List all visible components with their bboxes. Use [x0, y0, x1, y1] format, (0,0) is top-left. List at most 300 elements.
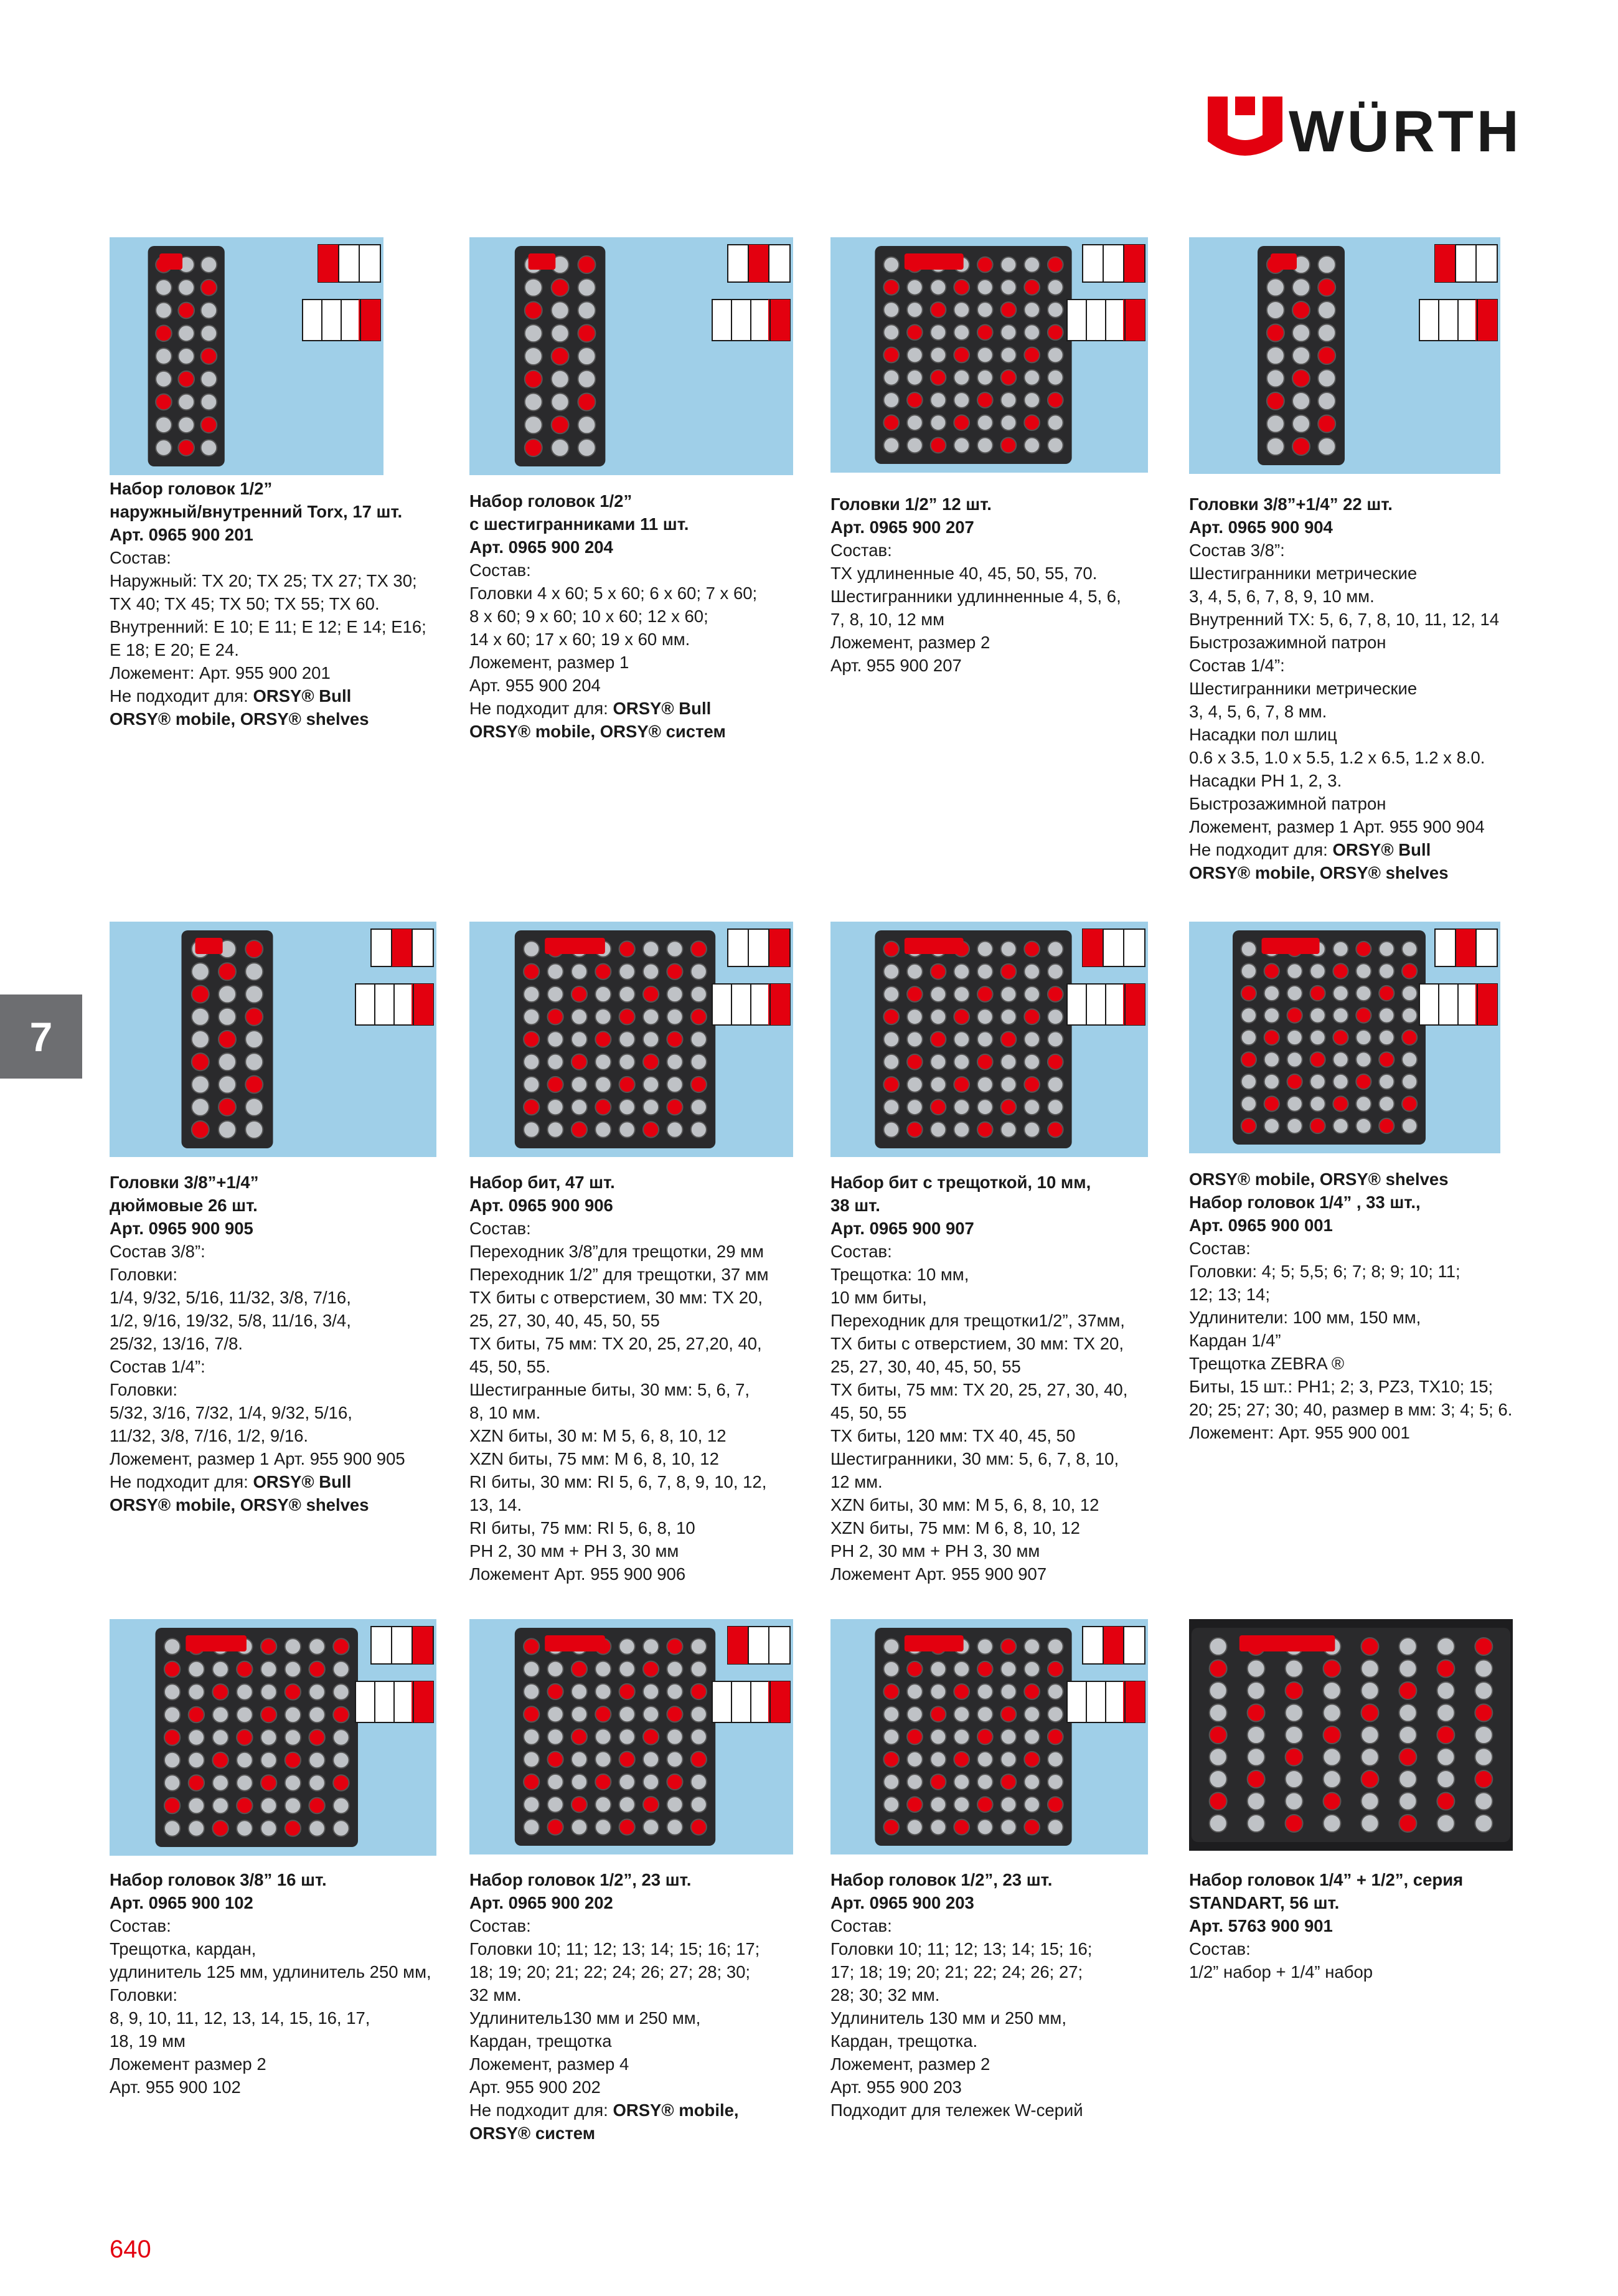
- socket: [907, 302, 923, 318]
- spec-text: Внутренний TX: 5, 6, 7, 8, 10, 11, 12, 14: [1189, 610, 1500, 629]
- socket: [219, 1076, 236, 1094]
- socket: [907, 1009, 923, 1024]
- socket: [552, 416, 569, 433]
- socket: [571, 1684, 587, 1699]
- socket: [1001, 1661, 1017, 1677]
- socket: [1286, 1726, 1303, 1744]
- socket: [552, 439, 569, 456]
- socket: [1437, 1770, 1454, 1788]
- socket: [595, 986, 611, 1002]
- socket: [643, 1054, 659, 1070]
- socket: [1361, 1704, 1378, 1722]
- socket: [178, 394, 194, 410]
- socket: [245, 1098, 263, 1116]
- socket: [1356, 986, 1371, 1001]
- socket: [552, 347, 569, 365]
- spec-text: Быстрозажимной патрон: [1189, 794, 1386, 813]
- socket: [595, 1122, 611, 1137]
- socket: [1292, 347, 1310, 364]
- spec-line: [469, 2053, 818, 2076]
- socket: [1024, 392, 1040, 408]
- socket: [907, 370, 923, 385]
- socket: [1437, 1638, 1454, 1655]
- socket: [977, 1752, 993, 1767]
- socket: [571, 964, 587, 980]
- spec-text: Шестигранники, 30 мм: 5, 6, 7, 8, 10,: [830, 1449, 1119, 1468]
- spec-text: 8, 9, 10, 11, 12, 13, 14, 15, 16, 17,: [110, 2008, 370, 2028]
- socket: [1379, 1118, 1394, 1133]
- socket: [1001, 1639, 1017, 1655]
- socket: [931, 1661, 946, 1677]
- socket: [1379, 1052, 1394, 1067]
- socket: [1333, 942, 1348, 957]
- socket: [1001, 324, 1017, 340]
- spec-line: [469, 628, 818, 651]
- product-title: дюймовые 26 шт.: [110, 1196, 258, 1215]
- socket: [977, 280, 993, 295]
- spec-text: 3, 4, 5, 6, 7, 8 мм.: [1189, 702, 1327, 721]
- socket: [977, 986, 993, 1002]
- spec-line: [1189, 769, 1538, 792]
- socket: [1210, 1749, 1227, 1766]
- socket: [524, 1706, 539, 1722]
- socket: [189, 1661, 204, 1677]
- socket: [309, 1661, 324, 1677]
- socket: [883, 1122, 899, 1138]
- socket: [1024, 1639, 1040, 1655]
- socket: [1024, 415, 1040, 430]
- socket: [1210, 1793, 1227, 1810]
- product-photo: [1189, 237, 1500, 474]
- spec-line: [830, 1470, 1179, 1493]
- spec-line: [830, 2099, 1179, 2122]
- socket: [1001, 1099, 1017, 1115]
- socket: [212, 1820, 228, 1836]
- socket: [907, 1122, 923, 1138]
- socket: [931, 280, 946, 295]
- product-title: Набор головок 1/2”, 23 шт.: [469, 1870, 692, 1889]
- spec-text: Состав:: [469, 560, 531, 580]
- tool-tray-image: [110, 237, 383, 475]
- socket: [883, 942, 899, 957]
- socket: [595, 1031, 611, 1047]
- spec-line: [830, 1914, 1179, 1937]
- socket: [578, 324, 595, 342]
- socket: [1437, 1704, 1454, 1722]
- socket: [883, 257, 899, 273]
- socket: [1210, 1815, 1227, 1832]
- spec-line: [1189, 608, 1538, 631]
- socket: [1324, 1770, 1341, 1788]
- spec-line: [110, 638, 458, 661]
- socket: [1267, 370, 1284, 387]
- socket: [1241, 963, 1256, 978]
- spec-text: Ложемент, размер 4: [469, 2054, 629, 2074]
- product-photo: [830, 922, 1148, 1157]
- socket: [954, 1797, 969, 1812]
- socket: [1286, 1793, 1303, 1810]
- spec-text: 18; 19; 20; 21; 22; 24; 26; 27; 28; 30;: [469, 1962, 751, 1982]
- socket: [907, 392, 923, 408]
- spec-text: Трещотка: 10 мм,: [830, 1265, 969, 1284]
- socket: [1264, 1074, 1279, 1089]
- socket: [931, 1820, 946, 1835]
- spec-text: XZN биты, 30 м: M 5, 6, 8, 10, 12: [469, 1426, 727, 1445]
- drawer-size-icon: [1083, 245, 1145, 282]
- socket: [178, 325, 194, 341]
- product-title: Головки 3/8”+1/4”: [110, 1173, 259, 1192]
- socket: [1318, 347, 1335, 364]
- spec-text: 1/2, 9/16, 19/32, 5/8, 11/16, 3/4,: [110, 1311, 351, 1330]
- socket: [1318, 415, 1335, 433]
- socket: [931, 415, 946, 430]
- socket: [333, 1707, 349, 1722]
- socket: [1379, 1008, 1394, 1023]
- socket: [1048, 370, 1063, 385]
- spec-line: [469, 674, 818, 697]
- spec-text: 11/32, 3/8, 7/16, 1/2, 9/16.: [110, 1426, 309, 1445]
- socket: [954, 1661, 969, 1677]
- socket: [261, 1638, 276, 1654]
- socket: [201, 280, 217, 296]
- socket: [1402, 1030, 1417, 1045]
- spec-text: E 18; E 20; E 24.: [110, 640, 239, 659]
- socket: [1402, 986, 1417, 1001]
- socket: [954, 1032, 969, 1047]
- product-title: 38 шт.: [830, 1196, 880, 1215]
- socket: [619, 1054, 635, 1070]
- drawer-size-icon: [371, 1627, 433, 1664]
- spec-text: Состав:: [1189, 1239, 1251, 1258]
- socket: [667, 1031, 682, 1047]
- socket: [907, 1706, 923, 1722]
- spec-text: Состав:: [830, 1242, 892, 1261]
- socket: [156, 440, 172, 456]
- socket: [1361, 1793, 1378, 1810]
- socket: [1402, 942, 1417, 957]
- socket: [245, 1031, 263, 1048]
- socket: [1286, 1660, 1303, 1678]
- socket: [1024, 1752, 1040, 1767]
- socket: [1001, 1077, 1017, 1092]
- spec-line: [1189, 700, 1538, 723]
- socket: [524, 1122, 539, 1137]
- socket: [524, 1054, 539, 1070]
- socket: [954, 392, 969, 408]
- spec-text: Ложемент, размер 1 Арт. 955 900 905: [110, 1449, 405, 1468]
- socket: [1333, 986, 1348, 1001]
- socket: [578, 371, 595, 388]
- product-description: [469, 1171, 818, 1585]
- spec-line: [469, 1401, 818, 1424]
- socket: [1001, 942, 1017, 957]
- socket: [1001, 1752, 1017, 1767]
- socket: [552, 371, 569, 388]
- socket: [1024, 370, 1040, 385]
- spec-line: [830, 2006, 1179, 2029]
- socket: [571, 1774, 587, 1790]
- socket: [1001, 1032, 1017, 1047]
- socket: [261, 1707, 276, 1722]
- spec-line: [830, 1424, 1179, 1447]
- socket: [883, 986, 899, 1002]
- socket: [1024, 280, 1040, 295]
- spec-text: Арт. 955 900 204: [469, 676, 601, 695]
- spec-line: [830, 654, 1179, 677]
- socket: [1324, 1749, 1341, 1766]
- spec-line: [469, 1562, 818, 1585]
- spec-text: Состав:: [830, 1916, 892, 1935]
- spec-text: Состав 3/8”:: [110, 1242, 205, 1261]
- spec-line: [110, 1960, 458, 1983]
- socket: [619, 1774, 635, 1790]
- socket: [931, 392, 946, 408]
- socket: [1318, 392, 1335, 410]
- socket: [164, 1707, 180, 1722]
- socket: [552, 394, 569, 411]
- socket: [156, 394, 172, 410]
- spec-line: [110, 661, 458, 684]
- spec-line: [469, 2099, 818, 2122]
- spec-line: [1189, 815, 1538, 838]
- socket: [1356, 1074, 1371, 1089]
- foam-accent: [1262, 938, 1320, 954]
- socket: [571, 1009, 587, 1024]
- spec-text: Шестигранники метрические: [1189, 564, 1418, 583]
- socket: [1437, 1815, 1454, 1832]
- socket: [691, 1774, 707, 1790]
- foam-accent: [1239, 1635, 1335, 1651]
- drawer-size-icon: [318, 245, 380, 282]
- socket: [1048, 986, 1063, 1002]
- socket: [261, 1661, 276, 1677]
- socket: [571, 1122, 587, 1137]
- socket: [977, 324, 993, 340]
- socket: [192, 986, 209, 1003]
- socket: [525, 394, 542, 411]
- tool-tray-image: [469, 1619, 793, 1854]
- socket: [931, 1032, 946, 1047]
- socket: [691, 1054, 707, 1070]
- socket: [164, 1729, 180, 1745]
- socket: [1048, 1820, 1063, 1835]
- socket: [578, 394, 595, 411]
- socket: [201, 371, 217, 387]
- socket: [691, 1031, 707, 1047]
- socket: [1024, 1684, 1040, 1699]
- socket: [691, 941, 707, 957]
- socket: [931, 1054, 946, 1070]
- socket: [524, 941, 539, 957]
- spec-line: [110, 1983, 458, 2006]
- spec-line: [1189, 1398, 1538, 1421]
- socket: [931, 1077, 946, 1092]
- spec-text: Ложемент Арт. 955 900 906: [469, 1564, 686, 1584]
- spec-text: Наружный: TX 20; TX 25; TX 27; TX 30;: [110, 571, 417, 590]
- socket: [1356, 942, 1371, 957]
- spec-line: [1189, 1306, 1538, 1329]
- socket: [595, 1752, 611, 1767]
- spec-text: 25/32, 13/16, 7/8.: [110, 1334, 243, 1353]
- foam-accent: [905, 1635, 964, 1651]
- spec-line: [469, 2076, 818, 2099]
- spec-text: Трещотка, кардан,: [110, 1939, 256, 1958]
- socket: [907, 1032, 923, 1047]
- drawer-layout-icon: [1067, 1681, 1145, 1722]
- socket: [1048, 1009, 1063, 1024]
- socket: [571, 1706, 587, 1722]
- socket: [201, 257, 217, 273]
- drawer-layout-icon: [1067, 300, 1145, 341]
- socket: [524, 1774, 539, 1790]
- socket: [1241, 1118, 1256, 1133]
- socket: [525, 347, 542, 365]
- product-photo: [1189, 1619, 1513, 1851]
- incompatible-system: ORSY® Bull: [1332, 840, 1431, 859]
- spec-text: Трещотка ZEBRA ®: [1189, 1354, 1345, 1373]
- tool-tray-image: [110, 922, 436, 1157]
- socket: [595, 1054, 611, 1070]
- socket: [309, 1820, 324, 1836]
- article-number: Арт. 0965 900 906: [469, 1196, 613, 1215]
- socket: [1048, 1122, 1063, 1138]
- socket: [1292, 324, 1310, 342]
- socket: [1402, 1118, 1417, 1133]
- socket: [931, 370, 946, 385]
- socket: [643, 1122, 659, 1137]
- socket: [954, 347, 969, 363]
- socket: [219, 1008, 236, 1026]
- spec-line: [830, 1401, 1179, 1424]
- socket: [1267, 392, 1284, 410]
- socket: [309, 1775, 324, 1790]
- spec-text: Удлинитель130 мм и 250 мм,: [469, 2008, 701, 2028]
- socket: [1001, 347, 1017, 363]
- spec-line: [110, 1470, 458, 1493]
- spec-text: 8 х 60; 9 х 60; 10 х 60; 12 х 60;: [469, 607, 708, 626]
- drawer-size-icon: [1083, 929, 1145, 966]
- socket: [931, 347, 946, 363]
- spec-text: 1/2” набор + 1/4” набор: [1189, 1962, 1373, 1982]
- socket: [156, 280, 172, 296]
- spec-line: [469, 1286, 818, 1309]
- socket: [1292, 301, 1310, 319]
- spec-line: [469, 1470, 818, 1493]
- spec-text: Кардан 1/4”: [1189, 1331, 1281, 1350]
- socket: [1210, 1726, 1227, 1744]
- spec-text: Головки:: [110, 1265, 178, 1284]
- spec-text: TX удлиненные 40, 45, 50, 55, 70.: [830, 564, 1098, 583]
- socket: [1048, 324, 1063, 340]
- socket: [619, 1077, 635, 1092]
- foam-accent: [545, 1635, 605, 1651]
- socket: [691, 1706, 707, 1722]
- spec-line: [1189, 838, 1538, 861]
- socket: [333, 1798, 349, 1813]
- socket: [977, 1797, 993, 1812]
- spec-line: [1189, 1352, 1538, 1375]
- socket: [643, 964, 659, 980]
- socket: [619, 986, 635, 1002]
- socket: [1437, 1682, 1454, 1699]
- product-photo: [469, 922, 793, 1157]
- socket: [883, 1099, 899, 1115]
- socket: [667, 1077, 682, 1092]
- tool-tray: [875, 1628, 1071, 1846]
- socket: [547, 1819, 563, 1835]
- socket: [1399, 1770, 1416, 1788]
- spec-text: Насадки пол шлиц: [1189, 725, 1337, 744]
- spec-line: [469, 651, 818, 674]
- foam-accent: [186, 1635, 247, 1651]
- socket: [1267, 324, 1284, 342]
- tool-tray-image: [830, 237, 1148, 473]
- socket: [285, 1707, 301, 1722]
- socket: [595, 1684, 611, 1699]
- spec-line: [469, 1355, 818, 1378]
- socket: [164, 1638, 180, 1654]
- socket: [178, 417, 194, 433]
- socket: [547, 1009, 563, 1024]
- socket: [907, 280, 923, 295]
- socket: [1241, 1030, 1256, 1045]
- socket: [954, 1099, 969, 1115]
- socket: [1024, 1797, 1040, 1812]
- socket: [954, 280, 969, 295]
- spec-line: [830, 1562, 1179, 1585]
- socket: [524, 1009, 539, 1024]
- socket: [1048, 415, 1063, 430]
- socket: [237, 1798, 252, 1813]
- incompatible-system: ORSY® mobile, ORSY® shelves: [1189, 863, 1449, 882]
- socket: [164, 1820, 180, 1836]
- tool-tray-image: [469, 237, 793, 475]
- spec-text: Не подходит для:: [1189, 840, 1333, 859]
- socket: [1024, 1054, 1040, 1070]
- spec-line: [110, 1309, 458, 1332]
- spec-text: 20; 25; 27; 30; 40, размер в мм: 3; 4; 5; 6.: [1189, 1400, 1513, 1419]
- socket: [1024, 438, 1040, 453]
- socket: [1001, 257, 1017, 273]
- socket: [1379, 1074, 1394, 1089]
- chapter-tab: 7: [0, 994, 82, 1079]
- socket: [1048, 942, 1063, 957]
- socket: [931, 1752, 946, 1767]
- socket: [1287, 1030, 1302, 1045]
- spec-line: [110, 1937, 458, 1960]
- spec-line: [469, 1914, 818, 1937]
- socket: [1286, 1770, 1303, 1788]
- spec-line: [469, 2029, 818, 2053]
- spec-text: Шестигранники удлинненные 4, 5, 6,: [830, 587, 1121, 606]
- socket: [524, 1752, 539, 1767]
- socket: [192, 963, 209, 980]
- socket: [977, 942, 993, 957]
- socket: [571, 986, 587, 1002]
- incompatible-system: ORSY® mobile, ORSY® shelves: [110, 709, 369, 729]
- spec-text: PH 2, 30 мм + PH 3, 30 мм: [830, 1541, 1040, 1561]
- socket: [1318, 279, 1335, 296]
- spec-line: [110, 2006, 458, 2029]
- socket: [524, 964, 539, 980]
- socket: [907, 1797, 923, 1812]
- tool-tray-image: [1189, 1619, 1513, 1851]
- socket: [643, 1752, 659, 1767]
- socket: [1399, 1793, 1416, 1810]
- socket: [524, 1797, 539, 1812]
- socket: [977, 1774, 993, 1790]
- spec-line: [830, 1447, 1179, 1470]
